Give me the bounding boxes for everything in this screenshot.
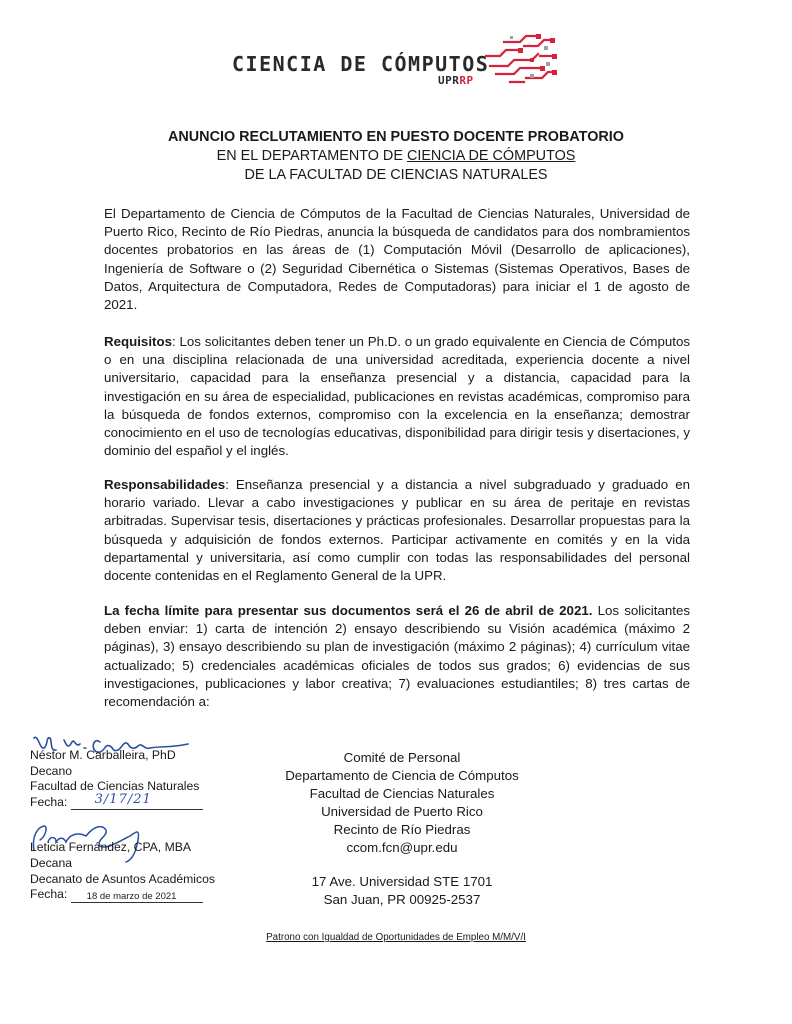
signer-2-fecha <box>30 887 215 903</box>
deadline-paragraph <box>104 602 690 711</box>
footer-text: Patrono con Igualdad de Oportunidades de Empleo M/M/V/I <box>266 932 526 943</box>
signer-2-fecha-line <box>71 889 203 903</box>
logo-title: CIENCIA DE CÓMPUTOS <box>232 52 490 76</box>
intro-paragraph: El Departamento de Ciencia de Cómputos de la Facultad de Ciencias Naturales, Universidad de Puerto Rico, Recinto de Río Piedras, anuncia la búsqueda de candidatos para dos nombramientos docentes probatorios en las áreas de (1) Computación Móvil (Desarrollo de aplicaciones), Ingeniería de Software o (2) Seguridad Cibernética o Sistemas (Sistemas Operativos, Bases de Datos, Arquitectura de Computadora, Redes de Computadoras) para iniciar el 1 de agosto de 2021. <box>104 206 690 313</box>
signer-2-name: Leticia Fernández, CPA, MBA <box>30 840 191 855</box>
responsabilidades-label: Responsabilidades <box>104 477 226 492</box>
circuit-logo-icon <box>480 26 560 88</box>
mailing-address <box>262 749 542 909</box>
signer-1-unit: Facultad de Ciencias Naturales <box>30 779 200 794</box>
signer-2-fecha-value: 18 de marzo de 2021 <box>86 890 177 902</box>
signer-1-fecha <box>30 792 215 811</box>
announcement-header <box>0 128 792 185</box>
address-street: 17 Ave. Universidad STE 1701 <box>311 874 493 889</box>
footer-note <box>0 932 792 943</box>
address-line-3: Facultad de Ciencias Naturales <box>309 786 495 801</box>
logo-subtitle-plain: UPR <box>438 74 460 87</box>
requisitos-paragraph <box>104 333 690 460</box>
address-line-1: Comité de Personal <box>343 750 461 765</box>
signer-2-unit: Decanato de Asuntos Académicos <box>30 871 215 886</box>
address-city: San Juan, PR 00925-2537 <box>323 892 481 907</box>
logo-subtitle <box>438 74 474 87</box>
signer-2-title: Decana <box>30 855 73 870</box>
header-department-prefix: EN EL DEPARTAMENTO DE <box>216 148 407 164</box>
signer-1-fecha-line <box>71 792 203 810</box>
address-line-4: Universidad de Puerto Rico <box>321 804 483 819</box>
logo-subtitle-accent: RP <box>459 74 474 87</box>
deadline-text: Los solicitantes deben enviar: 1) carta de intención 2) ensayo describiendo su Visión académica (máximo 2 páginas), 3) ensayo describiendo su plan de investigación (máximo 2 páginas); 4) currículum vitae actualizado; 5) credenciales académicas oficiales de todos sus grados; 6) evidencias de sus investigaciones, publicaciones y labor creativa; 7) evaluaciones estudiantiles; 8) tres cartas de recomendación a: <box>104 603 690 710</box>
signer-1-title: Decano <box>30 763 73 778</box>
address-email: ccom.fcn@upr.edu <box>346 840 458 855</box>
deadline-bold: La fecha límite para presentar sus documentos será el 26 de abril de 2021. <box>104 603 593 618</box>
signer-1-name: Néstor M. Carballeira, PhD <box>30 748 176 762</box>
address-line-2: Departamento de Ciencia de Cómputos <box>285 768 519 783</box>
header-department-line <box>0 147 792 166</box>
requisitos-label: Requisitos <box>104 334 172 349</box>
signer-1-fecha-value: 3/17/21 <box>94 792 152 808</box>
address-line-5: Recinto de Río Piedras <box>333 822 471 837</box>
header-faculty-line: DE LA FACULTAD DE CIENCIAS NATURALES <box>244 167 548 183</box>
signer-1-fecha-label: Fecha: <box>30 794 68 809</box>
requisitos-text: : Los solicitantes deben tener un Ph.D. o un grado equivalente en Ciencia de Cómputos o en una disciplina relacionada de una universidad acreditada, experiencia docente a nivel universitario, capacidad para la enseñanza presencial y a distancia, capacidad para la investigación en su área de especialidad, publicaciones en revistas académicas, compromiso para la búsqueda de fondos externos, compromiso con la excelencia en la enseñanza; demostrar conocimiento en el uso de tecnologías educativas, disponibilidad para dirigir tesis y disertaciones, y dominio del español y el inglés. <box>104 334 690 459</box>
header-department-name: CIENCIA DE CÓMPUTOS <box>406 148 576 164</box>
signatures-block <box>30 748 215 903</box>
signer-2-fecha-label: Fecha: <box>30 887 68 902</box>
header-title: ANUNCIO RECLUTAMIENTO EN PUESTO DOCENTE PROBATORIO <box>168 129 624 145</box>
responsabilidades-paragraph <box>104 476 690 585</box>
responsabilidades-text: : Enseñanza presencial y a distancia a nivel subgraduado y graduado en horario variado. Llevar a cabo investigaciones y publicar en su área de peritaje en revistas arbitradas. Supervisar tesis, disertaciones y prácticas profesionales. Desarrollar propuestas para la búsqueda y adquisición de fondos externos. Participar activamente en comités y en la vida departamental y universitaria, así como cumplir con todas las responsabilidades del personal docente contenidas en el Reglamento General de la UPR. <box>104 477 690 584</box>
